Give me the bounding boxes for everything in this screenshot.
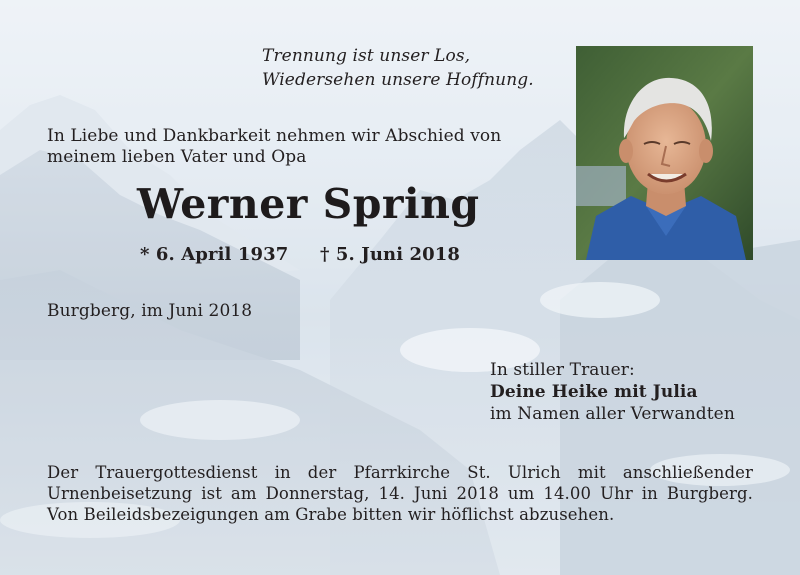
deceased-name: Werner Spring <box>137 180 480 228</box>
motto-line-1: Trennung ist unser Los, <box>262 46 471 66</box>
mourners-heading: In stiller Trauer: <box>490 360 635 380</box>
death-date: † 5. Juni 2018 <box>320 244 461 265</box>
service-line-3: Von Beileidsbezeigungen am Grabe bitten wir höflichst abzusehen. <box>47 505 615 524</box>
mourners-names: Deine Heike mit Julia <box>490 382 698 402</box>
service-line-2: Urnenbeisetzung ist am Donnerstag, 14. Juni 2018 um 14.00 Uhr in Burgberg. <box>47 484 753 503</box>
place-date: Burgberg, im Juni 2018 <box>47 301 253 321</box>
intro-text <box>47 126 501 168</box>
portrait-photo <box>576 46 753 260</box>
birth-date: * 6. April 1937 <box>140 244 289 265</box>
intro-line-2: meinem lieben Vater und Opa <box>47 147 307 167</box>
mourners-block <box>490 359 735 425</box>
service-line-1: Der Trauergottesdienst in der Pfarrkirche St. Ulrich mit anschließender <box>47 463 753 482</box>
motto-line-2: Wiedersehen unsere Hoffnung. <box>262 70 534 90</box>
portrait-image <box>576 46 753 260</box>
motto-verse <box>262 44 534 92</box>
intro-line-1: In Liebe und Dankbarkeit nehmen wir Abschied von <box>47 126 502 146</box>
mourners-relatives: im Namen aller Verwandten <box>490 404 735 424</box>
service-notice <box>47 462 753 525</box>
